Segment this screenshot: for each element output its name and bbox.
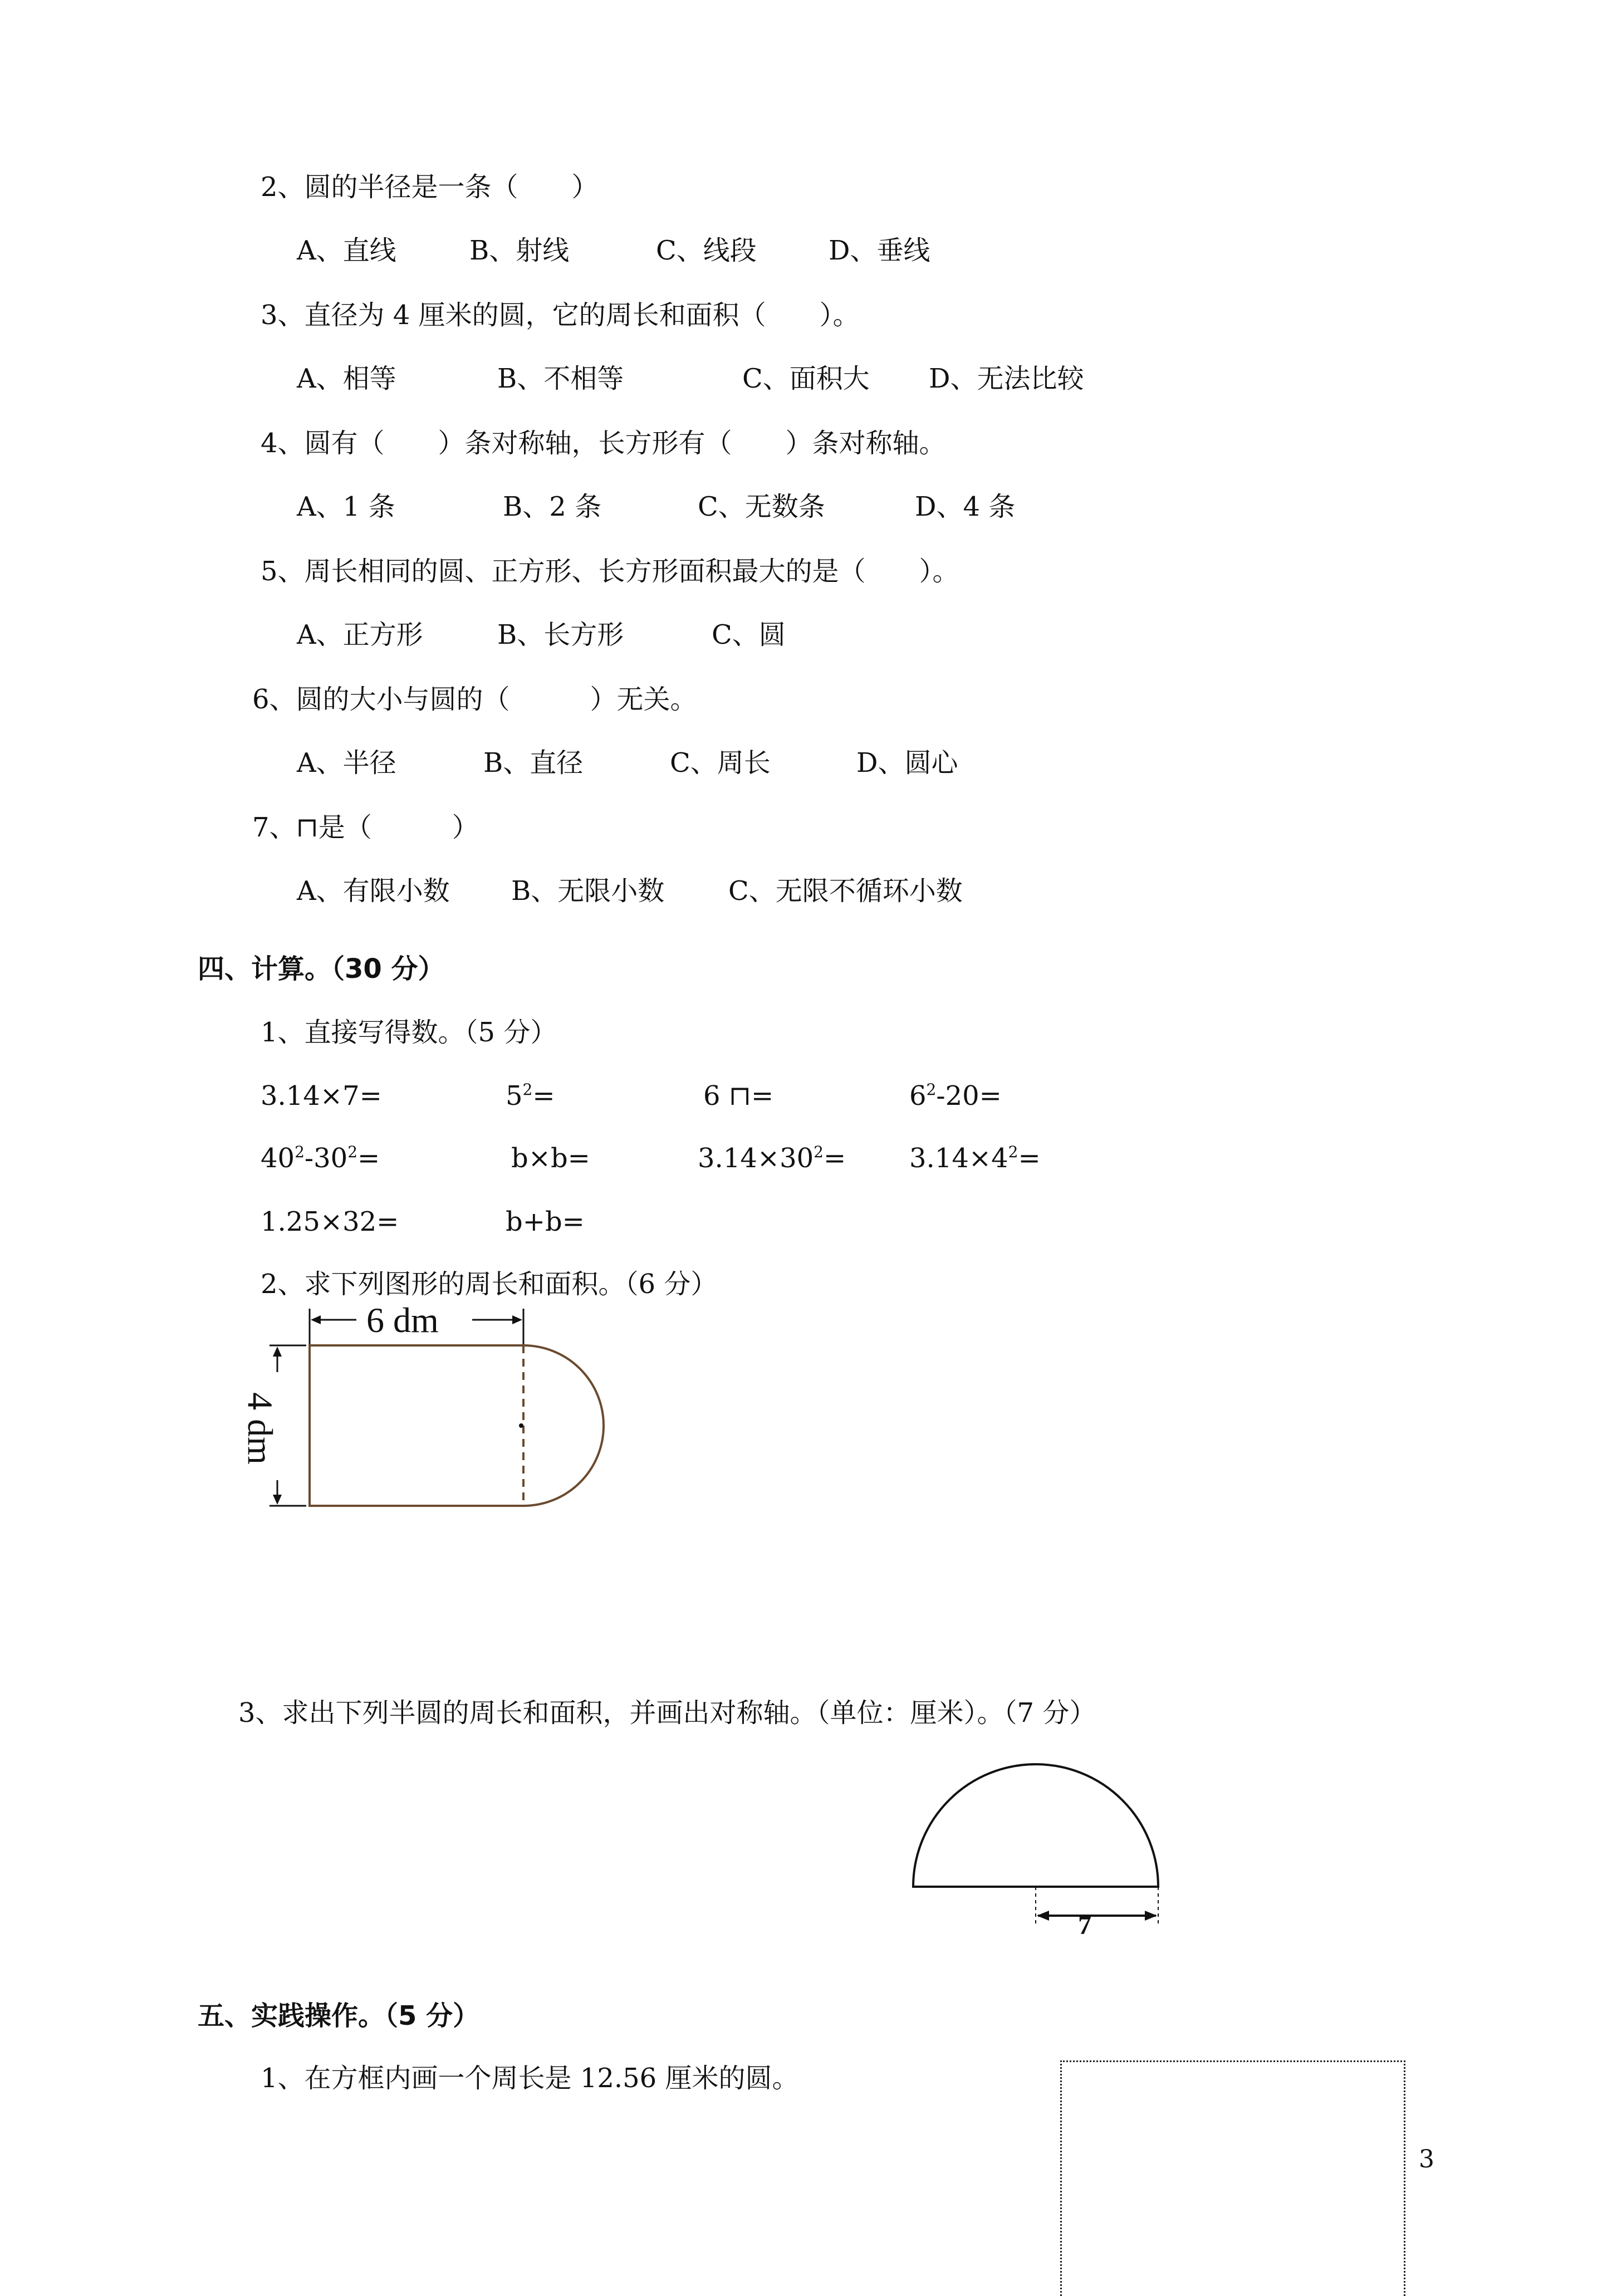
- q2-option-d: D、垂线: [829, 235, 930, 266]
- q5-option-a: A、正方形: [297, 619, 423, 650]
- q5-option-c: C、圆: [712, 619, 786, 650]
- q4-option-d: D、4 条: [915, 491, 1016, 522]
- semicircle-figure: [902, 1754, 1169, 1932]
- radius-label: 7: [1078, 1911, 1091, 1940]
- width-label: 6 dm: [366, 1300, 439, 1340]
- section5-title: 五、实践操作。（5 分）: [198, 2000, 480, 2031]
- practice-q1-title: 1、在方框内画一个周长是 12.56 厘米的圆。: [261, 2063, 799, 2094]
- q6-option-c: C、周长: [670, 747, 771, 779]
- calc-item: $5^2=$: [506, 1080, 555, 1112]
- q2-option-c: C、线段: [656, 235, 757, 266]
- q7-option-a: A、有限小数: [297, 875, 450, 907]
- q4-option-c: C、无数条: [698, 491, 825, 522]
- q4-stem: 4、圆有（ ）条对称轴，长方形有（ ）条对称轴。: [261, 428, 946, 459]
- q2-option-a: A、直线: [297, 235, 396, 266]
- q4-option-a: A、1 条: [297, 491, 395, 522]
- calc-item: 6 ⊓=: [703, 1080, 774, 1112]
- q7-option-b: B、无限小数: [511, 875, 665, 907]
- q6-option-a: A、半径: [297, 747, 396, 779]
- q6-option-b: B、直径: [483, 747, 584, 779]
- q7-stem: 7、⊓是（ ）: [252, 812, 479, 843]
- q6-stem: 6、圆的大小与圆的（ ）无关。: [252, 684, 697, 715]
- q5-stem: 5、周长相同的圆、正方形、长方形面积最大的是（ ）。: [261, 556, 959, 587]
- q2-stem: 2、圆的半径是一条（ ）: [261, 172, 599, 203]
- calc-item: $3.14\times 30^2=$: [698, 1143, 846, 1174]
- calc-item: 1.25×32=: [261, 1206, 399, 1237]
- q7-option-c: C、无限不循环小数: [728, 875, 963, 907]
- height-label: 4 dm: [240, 1392, 280, 1465]
- q3-option-c: C、面积大: [742, 363, 870, 394]
- calc-q3-title: 3、求出下列半圆的周长和面积，并画出对称轴。（单位：厘米）。（7 分）: [238, 1697, 1096, 1729]
- calc-item: b+b=: [506, 1206, 585, 1237]
- q6-option-d: D、圆心: [856, 747, 958, 779]
- q2-option-b: B、射线: [469, 235, 570, 266]
- q4-option-b: B、2 条: [503, 491, 602, 522]
- calc-item: b×b=: [511, 1143, 590, 1174]
- q3-stem: 3、直径为 4 厘米的圆，它的周长和面积（ ）。: [261, 300, 860, 331]
- calc-q2-title: 2、求下列图形的周长和面积。（6 分）: [261, 1269, 718, 1300]
- calc-item: $6^2-20=$: [909, 1080, 1002, 1112]
- q3-option-a: A、相等: [297, 363, 396, 394]
- q3-option-d: D、无法比较: [929, 363, 1084, 394]
- calc-item: 3.14×7=: [261, 1080, 382, 1112]
- calc-q1-title: 1、直接写得数。（5 分）: [261, 1017, 557, 1048]
- calc-item: $3.14\times 4^2=$: [909, 1143, 1041, 1174]
- q5-option-b: B、长方形: [497, 619, 624, 650]
- drawing-box[interactable]: [1060, 2060, 1405, 2296]
- page-number: 3: [1419, 2145, 1434, 2173]
- calc-item: $40^2-30^2=$: [261, 1143, 380, 1174]
- q3-option-b: B、不相等: [497, 363, 624, 394]
- section4-title: 四、计算。（30 分）: [198, 953, 445, 985]
